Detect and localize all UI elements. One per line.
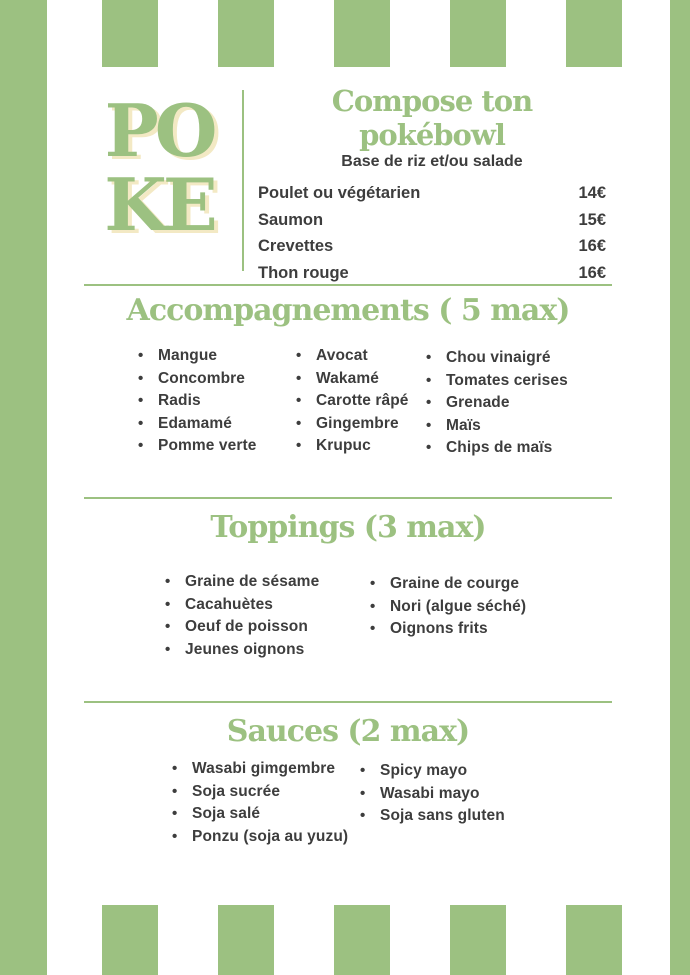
menu-item-price: 16€ bbox=[578, 263, 606, 282]
toppings-column-1 bbox=[165, 571, 319, 661]
list-item: • Graine de sésame bbox=[165, 571, 319, 594]
menu-item-name: Poulet ou végétarien bbox=[258, 184, 421, 202]
left-border-bar bbox=[0, 0, 47, 975]
menu-row bbox=[258, 180, 606, 207]
list-item: • Graine de courge bbox=[370, 573, 526, 596]
poke-logo bbox=[102, 88, 216, 247]
list-item: • Radis bbox=[138, 390, 256, 413]
menu-row bbox=[258, 233, 606, 260]
list-item: • Ponzu (soja au yuzu) bbox=[172, 826, 348, 849]
list-item: • Soja sans gluten bbox=[360, 805, 505, 828]
page-title: Compose ton pokébowl bbox=[331, 84, 533, 152]
accompagnements-column-3 bbox=[426, 347, 568, 460]
list-item: • Jeunes oignons bbox=[165, 639, 319, 662]
list-item: • Oeuf de poisson bbox=[165, 616, 319, 639]
list-item: • Soja sucrée bbox=[172, 781, 348, 804]
list-item: • Spicy mayo bbox=[360, 760, 505, 783]
poke-logo-line2: KE bbox=[104, 162, 214, 247]
base-price-list bbox=[258, 180, 606, 286]
list-item: • Wasabi mayo bbox=[360, 783, 505, 806]
awning-stripe bbox=[218, 905, 274, 975]
list-item: • Tomates cerises bbox=[426, 370, 568, 393]
list-item: • Soja salé bbox=[172, 803, 348, 826]
list-item: • Avocat bbox=[296, 345, 409, 368]
compose-section bbox=[258, 84, 606, 286]
section-title-sauces: Sauces (2 max) bbox=[226, 714, 470, 749]
list-item: • Chou vinaigré bbox=[426, 347, 568, 370]
section-divider bbox=[84, 497, 612, 499]
awning-stripe bbox=[218, 0, 274, 67]
list-item: • Gingembre bbox=[296, 413, 409, 436]
section-divider bbox=[84, 701, 612, 703]
section-title-toppings: Toppings (3 max) bbox=[210, 510, 486, 545]
awning-stripe bbox=[334, 0, 390, 67]
menu-item-name: Thon rouge bbox=[258, 263, 349, 282]
menu-item-name: Saumon bbox=[258, 210, 324, 229]
list-item: • Krupuc bbox=[296, 435, 409, 458]
awning-stripe bbox=[102, 905, 158, 975]
sauces-column-1 bbox=[172, 758, 348, 848]
menu-row bbox=[258, 207, 606, 234]
list-item: • Concombre bbox=[138, 368, 256, 391]
list-item: • Oignons frits bbox=[370, 618, 526, 641]
menu-item-price: 15€ bbox=[578, 210, 606, 229]
section-title-accompagnements: Accompagnements ( 5 max) bbox=[126, 293, 570, 328]
list-item: • Carotte râpé bbox=[296, 390, 409, 413]
awning-stripe bbox=[450, 0, 506, 67]
menu-item-price: 16€ bbox=[578, 237, 606, 256]
poke-logo-line1: PO bbox=[104, 88, 214, 173]
list-item: • Edamamé bbox=[138, 413, 256, 436]
menu-item-price: 14€ bbox=[578, 184, 606, 202]
menu-row bbox=[258, 260, 606, 287]
awning-stripe bbox=[566, 905, 622, 975]
awning-stripe bbox=[102, 0, 158, 67]
list-item: • Mangue bbox=[138, 345, 256, 368]
list-item: • Chips de maïs bbox=[426, 437, 568, 460]
header-vertical-divider bbox=[242, 90, 244, 271]
list-item: • Wasabi gimgembre bbox=[172, 758, 348, 781]
sauces-column-2 bbox=[360, 760, 505, 828]
list-item: • Grenade bbox=[426, 392, 568, 415]
accompagnements-column-1 bbox=[138, 345, 256, 458]
list-item: • Pomme verte bbox=[138, 435, 256, 458]
awning-stripe bbox=[450, 905, 506, 975]
list-item: • Cacahuètes bbox=[165, 594, 319, 617]
list-item: • Maïs bbox=[426, 415, 568, 438]
awning-stripe bbox=[566, 0, 622, 67]
list-item: • Wakamé bbox=[296, 368, 409, 391]
toppings-column-2 bbox=[370, 573, 526, 641]
right-border-bar bbox=[670, 0, 690, 975]
list-item: • Nori (algue séché) bbox=[370, 596, 526, 619]
accompagnements-column-2 bbox=[296, 345, 409, 458]
awning-stripe bbox=[334, 905, 390, 975]
menu-item-name: Crevettes bbox=[258, 237, 334, 256]
section-divider bbox=[84, 284, 612, 286]
page-subtitle: Base de riz et/ou salade bbox=[341, 153, 523, 170]
